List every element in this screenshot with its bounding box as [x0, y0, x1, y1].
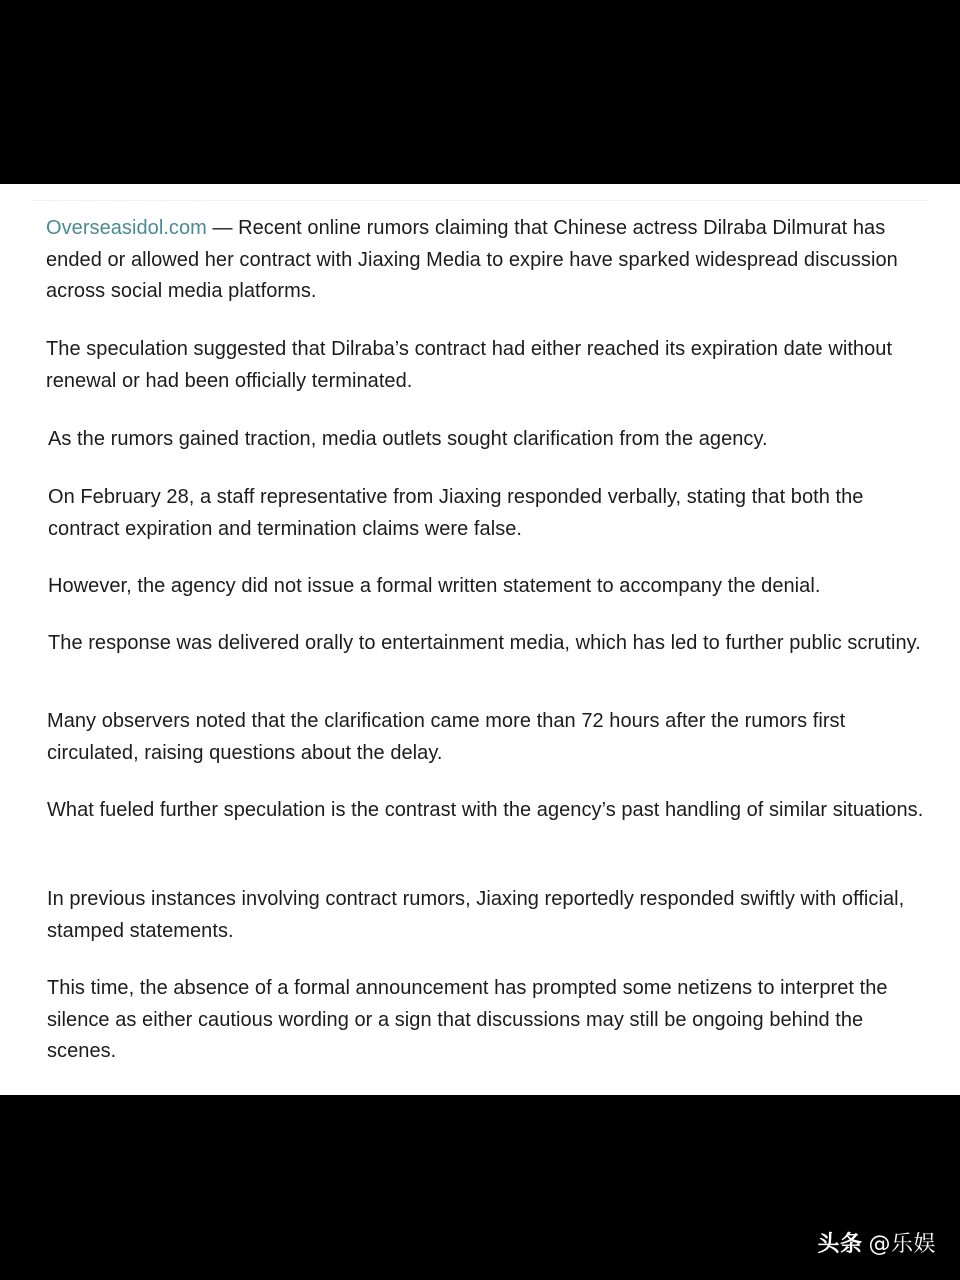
article-paragraph: Many observers noted that the clarification came more than 72 hours after the rumors first circulated, raising questions about the delay.: [47, 710, 846, 764]
watermark-brand: 头条: [817, 1232, 863, 1257]
article-paragraph: On February 28, a staff representative from Jiaxing responded verbally, stating that both the contract expiration and termination claims were false.: [48, 486, 864, 540]
article-panel: [0, 184, 960, 1095]
article-paragraph: As the rumors gained traction, media outlets sought clarification from the agency.: [48, 428, 768, 450]
intro-paragraph: [46, 213, 926, 308]
source-link[interactable]: Overseasidol.com: [46, 217, 207, 239]
top-black-band: [0, 0, 960, 184]
intro-text: — Recent online rumors claiming that Chinese actress Dilraba Dilmurat has ended or allowed her contract with Jiaxing Media to expire have sparked widespread discussion across social media platforms.: [46, 217, 898, 302]
article-paragraph: However, the agency did not issue a formal written statement to accompany the denial.: [48, 575, 821, 597]
top-divider: [32, 200, 928, 201]
watermark-handle: @乐娱: [868, 1232, 936, 1257]
article-paragraph: In previous instances involving contract rumors, Jiaxing reportedly responded swiftly with official, stamped statements.: [47, 888, 905, 942]
article-paragraph: The response was delivered orally to entertainment media, which has led to further public scrutiny.: [48, 632, 921, 654]
article-paragraph: The speculation suggested that Dilraba’s contract had either reached its expiration date without renewal or had been officially terminated.: [46, 338, 893, 392]
bottom-black-band: [0, 1095, 960, 1280]
article-paragraph: This time, the absence of a formal announcement has prompted some netizens to interpret the silence as either cautious wording or a sign that discussions may still be ongoing behind the scenes.: [47, 977, 888, 1062]
article-paragraph: What fueled further speculation is the contrast with the agency’s past handling of similar situations.: [47, 799, 924, 821]
watermark: [817, 1227, 936, 1258]
